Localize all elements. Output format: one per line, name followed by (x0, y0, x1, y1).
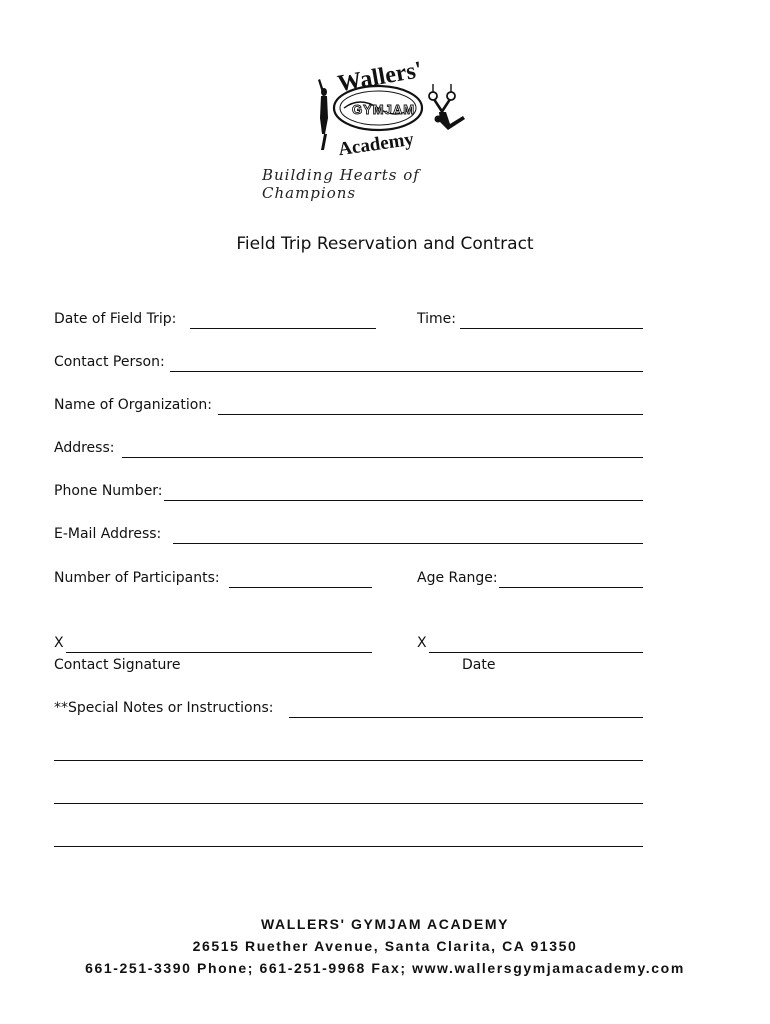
organization-label: Name of Organization: (54, 397, 212, 413)
organization-field[interactable] (218, 414, 643, 415)
time-label: Time: (417, 311, 456, 327)
notes-line-3[interactable] (54, 803, 643, 804)
logo-tagline: Building Hearts of Champions (262, 166, 420, 202)
contact-signature-field[interactable] (66, 652, 372, 653)
signature-date-field[interactable] (429, 652, 643, 653)
notes-line-4[interactable] (54, 846, 643, 847)
footer-name: WALLERS' GYMJAM ACADEMY (260, 916, 510, 932)
footer-contact: 661-251-3390 Phone; 661-251-9968 Fax; www.wallersgymjamacademy.com (85, 960, 685, 976)
special-notes-label: **Special Notes or Instructions: (54, 700, 274, 716)
participants-label: Number of Participants: (54, 570, 220, 586)
contact-signature-caption: Contact Signature (54, 657, 181, 673)
phone-number-field[interactable] (164, 500, 643, 501)
email-field[interactable] (173, 543, 643, 544)
gymnast-left-icon (318, 79, 328, 150)
special-notes-field[interactable] (289, 717, 643, 718)
signature-x-marker: X (54, 635, 64, 651)
page-title: Field Trip Reservation and Contract (236, 234, 534, 254)
date-x-marker: X (417, 635, 427, 651)
notes-line-2[interactable] (54, 760, 643, 761)
age-range-field[interactable] (499, 587, 643, 588)
age-range-label: Age Range: (417, 570, 498, 586)
address-field[interactable] (122, 457, 643, 458)
contact-person-field[interactable] (170, 371, 643, 372)
date-of-field-trip-field[interactable] (190, 328, 376, 329)
logo-top-text: Wallers' (335, 56, 425, 98)
contact-person-label: Contact Person: (54, 354, 165, 370)
footer-address: 26515 Ruether Avenue, Santa Clarita, CA 91350 (192, 938, 578, 954)
logo-middle-text: GYMJAM (352, 102, 416, 117)
date-caption: Date (462, 657, 496, 673)
gymnast-rings-icon (429, 84, 465, 130)
phone-number-label: Phone Number: (54, 483, 163, 499)
date-of-field-trip-label: Date of Field Trip: (54, 311, 177, 327)
logo-bottom-text: Academy (336, 128, 416, 161)
email-label: E-Mail Address: (54, 526, 162, 542)
address-label: Address: (54, 440, 115, 456)
academy-logo (300, 52, 490, 162)
time-field[interactable] (460, 328, 643, 329)
participants-field[interactable] (229, 587, 372, 588)
logo-graphic (300, 52, 490, 162)
